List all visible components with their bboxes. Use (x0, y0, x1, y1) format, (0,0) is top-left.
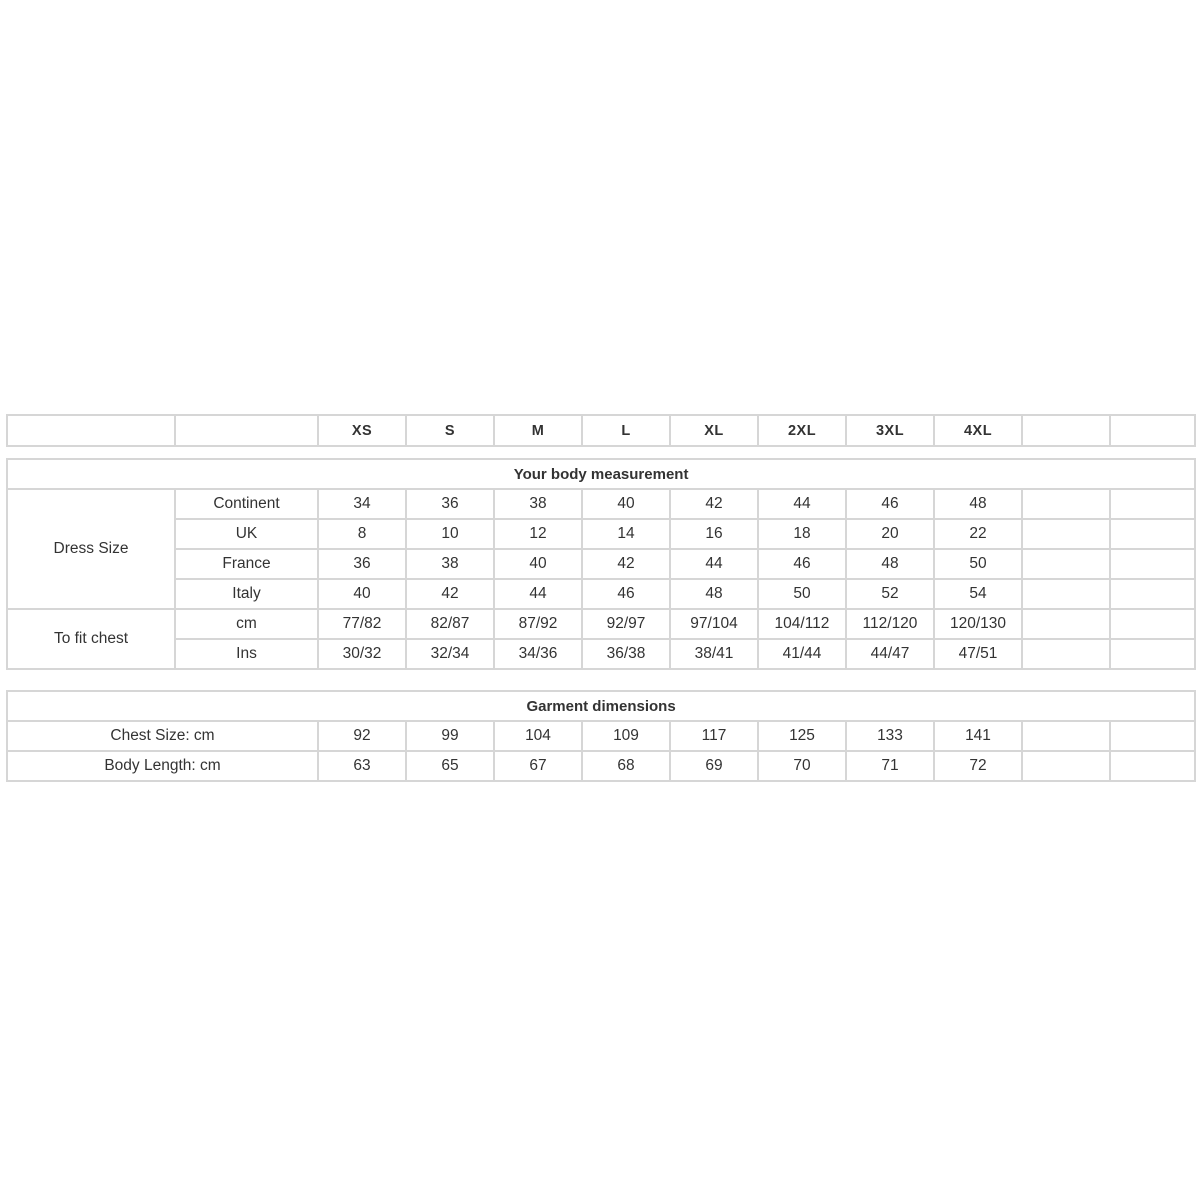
empty-cell (1110, 519, 1195, 549)
empty-cell (175, 415, 318, 446)
value-cell: 92/97 (582, 609, 670, 639)
value-cell: 42 (582, 549, 670, 579)
value-cell: 42 (670, 489, 758, 519)
value-cell: 22 (934, 519, 1022, 549)
value-cell: 10 (406, 519, 494, 549)
size-header-table (6, 414, 1196, 447)
row-label: Italy (175, 579, 318, 609)
value-cell: 44/47 (846, 639, 934, 669)
empty-cell (1110, 721, 1195, 751)
value-cell: 48 (934, 489, 1022, 519)
value-cell: 112/120 (846, 609, 934, 639)
size-label: 3XL (846, 415, 934, 446)
to-fit-chest-label: To fit chest (7, 609, 175, 669)
value-cell: 18 (758, 519, 846, 549)
value-cell: 14 (582, 519, 670, 549)
row-label: Chest Size: cm (7, 721, 318, 751)
row-label: cm (175, 609, 318, 639)
value-cell: 77/82 (318, 609, 406, 639)
value-cell: 42 (406, 579, 494, 609)
garment-dimensions-title: Garment dimensions (7, 691, 1195, 721)
row-label: Body Length: cm (7, 751, 318, 781)
size-label: 4XL (934, 415, 1022, 446)
value-cell: 44 (758, 489, 846, 519)
value-cell: 20 (846, 519, 934, 549)
value-cell: 92 (318, 721, 406, 751)
value-cell: 117 (670, 721, 758, 751)
value-cell: 50 (758, 579, 846, 609)
empty-cell (1022, 639, 1110, 669)
empty-cell (1022, 721, 1110, 751)
value-cell: 104 (494, 721, 582, 751)
table-row (7, 519, 1195, 549)
value-cell: 67 (494, 751, 582, 781)
value-cell: 52 (846, 579, 934, 609)
value-cell: 36 (406, 489, 494, 519)
value-cell: 36/38 (582, 639, 670, 669)
table-row (7, 721, 1195, 751)
value-cell: 68 (582, 751, 670, 781)
empty-cell (1110, 579, 1195, 609)
value-cell: 69 (670, 751, 758, 781)
value-cell: 32/34 (406, 639, 494, 669)
value-cell: 30/32 (318, 639, 406, 669)
value-cell: 72 (934, 751, 1022, 781)
empty-cell (1022, 609, 1110, 639)
empty-cell (1022, 519, 1110, 549)
empty-cell (1022, 549, 1110, 579)
size-label: XL (670, 415, 758, 446)
empty-cell (1022, 751, 1110, 781)
size-header-row (7, 415, 1195, 446)
row-label: Ins (175, 639, 318, 669)
value-cell: 44 (494, 579, 582, 609)
body-measurement-table (6, 458, 1196, 670)
value-cell: 48 (846, 549, 934, 579)
size-label: M (494, 415, 582, 446)
value-cell: 99 (406, 721, 494, 751)
size-label: S (406, 415, 494, 446)
table-row (7, 609, 1195, 639)
size-label: 2XL (758, 415, 846, 446)
garment-dimensions-table (6, 690, 1196, 782)
value-cell: 120/130 (934, 609, 1022, 639)
value-cell: 70 (758, 751, 846, 781)
empty-cell (7, 415, 175, 446)
value-cell: 109 (582, 721, 670, 751)
size-label: L (582, 415, 670, 446)
row-label: Continent (175, 489, 318, 519)
value-cell: 38 (494, 489, 582, 519)
value-cell: 34/36 (494, 639, 582, 669)
value-cell: 38/41 (670, 639, 758, 669)
value-cell: 87/92 (494, 609, 582, 639)
value-cell: 46 (758, 549, 846, 579)
value-cell: 133 (846, 721, 934, 751)
value-cell: 41/44 (758, 639, 846, 669)
empty-cell (1110, 415, 1195, 446)
value-cell: 44 (670, 549, 758, 579)
empty-cell (1110, 609, 1195, 639)
empty-cell (1022, 415, 1110, 446)
value-cell: 47/51 (934, 639, 1022, 669)
value-cell: 36 (318, 549, 406, 579)
table-row (7, 751, 1195, 781)
value-cell: 125 (758, 721, 846, 751)
table-row (7, 639, 1195, 669)
value-cell: 48 (670, 579, 758, 609)
value-cell: 54 (934, 579, 1022, 609)
value-cell: 46 (846, 489, 934, 519)
value-cell: 34 (318, 489, 406, 519)
value-cell: 65 (406, 751, 494, 781)
value-cell: 8 (318, 519, 406, 549)
value-cell: 104/112 (758, 609, 846, 639)
empty-cell (1110, 549, 1195, 579)
value-cell: 71 (846, 751, 934, 781)
empty-cell (1110, 489, 1195, 519)
row-label: France (175, 549, 318, 579)
value-cell: 141 (934, 721, 1022, 751)
value-cell: 46 (582, 579, 670, 609)
empty-cell (1022, 489, 1110, 519)
body-measurement-title: Your body measurement (7, 459, 1195, 489)
value-cell: 40 (494, 549, 582, 579)
value-cell: 40 (318, 579, 406, 609)
value-cell: 82/87 (406, 609, 494, 639)
table-row (7, 549, 1195, 579)
row-label: UK (175, 519, 318, 549)
table-row (7, 489, 1195, 519)
value-cell: 16 (670, 519, 758, 549)
value-cell: 38 (406, 549, 494, 579)
value-cell: 63 (318, 751, 406, 781)
dress-size-label: Dress Size (7, 489, 175, 609)
value-cell: 50 (934, 549, 1022, 579)
empty-cell (1110, 639, 1195, 669)
size-label: XS (318, 415, 406, 446)
value-cell: 12 (494, 519, 582, 549)
table-row (7, 579, 1195, 609)
empty-cell (1110, 751, 1195, 781)
empty-cell (1022, 579, 1110, 609)
value-cell: 97/104 (670, 609, 758, 639)
value-cell: 40 (582, 489, 670, 519)
